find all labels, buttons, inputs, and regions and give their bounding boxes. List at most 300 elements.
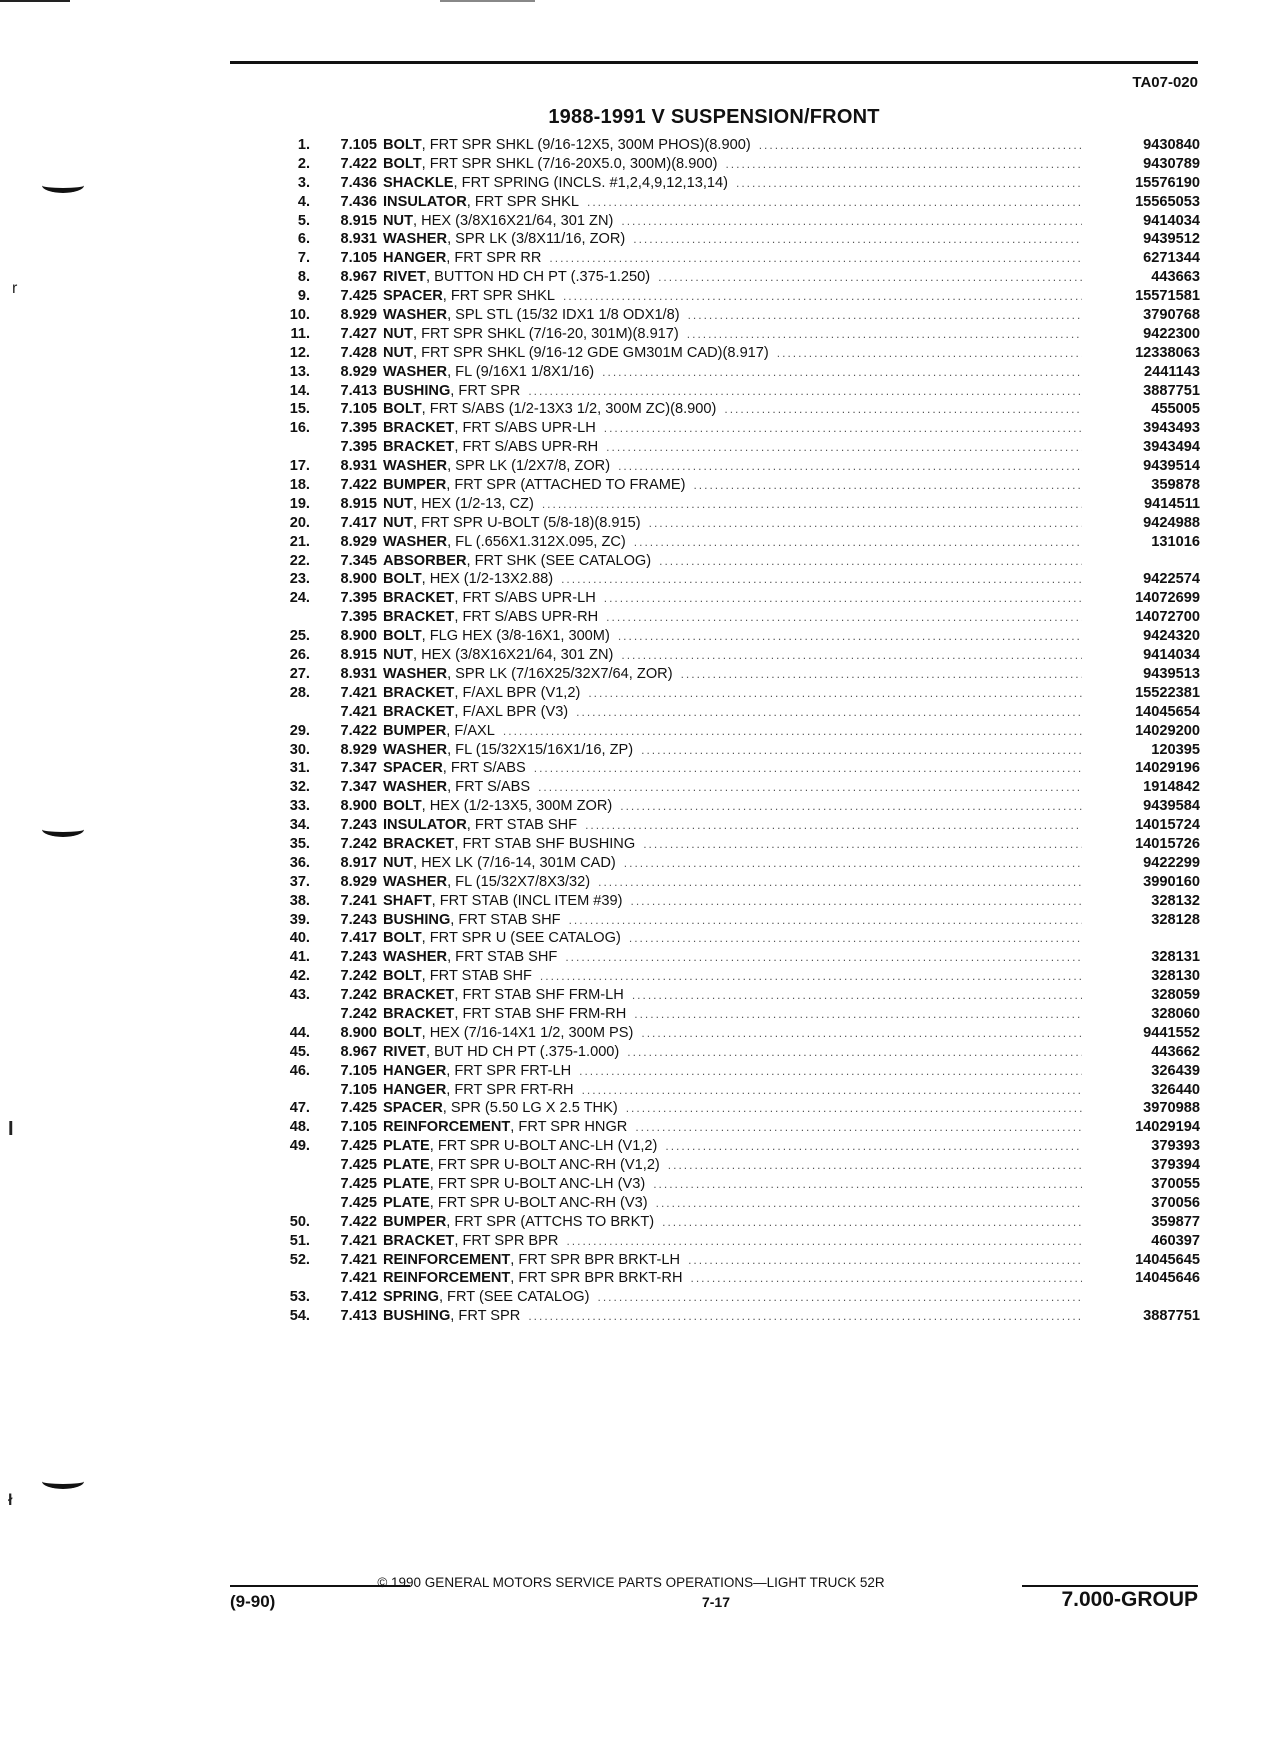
group-number: 7.421 <box>340 1232 377 1249</box>
part-row <box>270 1175 1200 1194</box>
dot-leader <box>656 1194 1082 1213</box>
group-number: 7.425 <box>340 1194 377 1211</box>
part-name: RIVET <box>383 269 426 286</box>
part-name: SPRING <box>383 1289 439 1306</box>
part-description <box>383 778 1090 797</box>
margin-speck: ł <box>8 1492 13 1509</box>
part-name: WASHER <box>383 779 448 796</box>
part-detail: , FRT SPR FRT-RH <box>446 1081 574 1098</box>
part-row <box>270 382 1200 401</box>
dot-leader <box>759 136 1082 155</box>
part-description <box>383 306 1090 325</box>
part-row <box>270 873 1200 892</box>
binder-hole-mark <box>42 822 84 837</box>
part-number: 328131 <box>1151 949 1200 966</box>
part-detail: , FRT SPR SHKL (7/16-20X5.0, 300M)(8.900) <box>421 155 718 172</box>
dot-leader <box>632 986 1082 1005</box>
part-name: NUT <box>383 212 413 229</box>
group-number: 7.242 <box>340 835 377 852</box>
part-row <box>270 155 1200 174</box>
group-number: 7.395 <box>340 590 377 607</box>
part-name: SPACER <box>383 288 443 305</box>
part-number: 3943493 <box>1143 420 1200 437</box>
part-name: NUT <box>383 344 413 361</box>
part-number: 9424320 <box>1143 628 1200 645</box>
part-number: 131016 <box>1151 533 1200 550</box>
part-name: REINFORCEMENT <box>383 1270 511 1287</box>
part-number: 14045645 <box>1135 1251 1200 1268</box>
part-number: 9441552 <box>1143 1024 1200 1041</box>
page-title: 1988-1991 V SUSPENSION/FRONT <box>548 106 880 128</box>
item-number: 21. <box>289 533 310 550</box>
part-name: WASHER <box>383 231 448 248</box>
item-number: 37. <box>289 873 310 890</box>
group-number: 8.900 <box>340 571 377 588</box>
group-number: 7.243 <box>340 911 377 928</box>
part-detail: , FRT SPR <box>450 1308 521 1325</box>
part-number: 455005 <box>1151 401 1200 418</box>
group-number: 8.929 <box>340 307 377 324</box>
part-row <box>270 1232 1200 1251</box>
part-name: NUT <box>383 514 413 531</box>
part-description <box>383 684 1090 703</box>
part-row <box>270 1194 1200 1213</box>
part-name: HANGER <box>383 1062 447 1079</box>
part-description <box>383 136 1090 155</box>
part-detail: , BUT HD CH PT (.375-1.000) <box>425 1043 620 1060</box>
group-number: 8.915 <box>340 212 377 229</box>
part-detail: , FRT STAB SHF <box>447 949 558 966</box>
part-number: 3990160 <box>1143 873 1200 890</box>
item-number: 41. <box>289 949 310 966</box>
part-number: 9414511 <box>1143 495 1200 512</box>
part-number: 9424988 <box>1143 514 1200 531</box>
dot-leader <box>626 1099 1082 1118</box>
part-name: SPACER <box>383 760 443 777</box>
part-description <box>383 1118 1090 1137</box>
dot-leader <box>653 1175 1082 1194</box>
part-detail: , SPR LK (7/16X25/32X7/64, ZOR) <box>447 665 673 682</box>
part-description <box>383 1269 1090 1288</box>
group-number: 7.413 <box>340 382 377 399</box>
part-name: REINFORCEMENT <box>383 1251 511 1268</box>
dot-leader <box>606 438 1082 457</box>
part-description <box>383 419 1090 438</box>
item-number: 6. <box>297 231 310 248</box>
part-name: BOLT <box>383 155 422 172</box>
part-number: 3790768 <box>1143 307 1200 324</box>
item-number: 38. <box>289 892 310 909</box>
group-number: 7.425 <box>340 288 377 305</box>
part-detail: , F/AXL BPR (V1,2) <box>454 684 581 701</box>
item-number: 48. <box>289 1119 310 1136</box>
dot-leader <box>598 873 1082 892</box>
group-number: 7.242 <box>340 987 377 1004</box>
part-detail: , FL (15/32X7/8X3/32) <box>447 873 591 890</box>
part-detail: , FL (15/32X15/16X1/16, ZP) <box>447 741 634 758</box>
item-number: 5. <box>297 212 310 229</box>
dot-leader <box>634 533 1082 552</box>
part-row <box>270 457 1200 476</box>
part-description <box>383 476 1090 495</box>
part-detail: , FRT (SEE CATALOG) <box>438 1289 590 1306</box>
part-row <box>270 533 1200 552</box>
part-name: HANGER <box>383 1081 447 1098</box>
part-description <box>383 1099 1090 1118</box>
part-name: BOLT <box>383 798 422 815</box>
group-number: 7.105 <box>340 401 377 418</box>
part-name: BRACKET <box>383 703 455 720</box>
part-row <box>270 986 1200 1005</box>
part-name: BRACKET <box>383 684 455 701</box>
part-detail: , FRT SPR U-BOLT ANC-RH (V1,2) <box>429 1157 660 1174</box>
dot-leader <box>662 1213 1082 1232</box>
part-name: WASHER <box>383 873 448 890</box>
part-description <box>383 986 1090 1005</box>
group-number: 7.105 <box>340 1062 377 1079</box>
part-detail: , FRT SPR SHKL <box>466 193 579 210</box>
part-description <box>383 174 1090 193</box>
item-number: 7. <box>297 250 310 267</box>
group-number: 7.243 <box>340 949 377 966</box>
part-detail: , FRT SPR U (SEE CATALOG) <box>421 930 621 947</box>
part-detail: , FRT SPR SHKL (7/16-20, 301M)(8.917) <box>413 325 679 342</box>
part-name: SPACER <box>383 1100 443 1117</box>
dot-leader <box>687 325 1082 344</box>
header-rule <box>230 61 1198 64</box>
part-number: 326440 <box>1151 1081 1200 1098</box>
part-name: BUMPER <box>383 722 447 739</box>
dot-leader <box>542 495 1082 514</box>
part-name: INSULATOR <box>383 817 467 834</box>
part-row <box>270 589 1200 608</box>
group-number: 7.105 <box>340 137 377 153</box>
margin-speck: r <box>12 280 18 297</box>
item-number: 4. <box>297 193 310 210</box>
part-description <box>383 1251 1090 1270</box>
part-description <box>383 457 1090 476</box>
dot-leader <box>620 797 1082 816</box>
part-row <box>270 268 1200 287</box>
part-name: BRACKET <box>383 987 455 1004</box>
dot-leader <box>585 816 1082 835</box>
dot-leader <box>503 722 1082 741</box>
item-number: 17. <box>289 458 310 475</box>
part-name: BOLT <box>383 628 422 645</box>
part-description <box>383 1288 1090 1307</box>
part-detail: , HEX (3/8X16X21/64, 301 ZN) <box>413 212 614 229</box>
group-code: 7.000-GROUP <box>1061 1588 1198 1611</box>
part-detail: , SPL STL (15/32 IDX1 1/8 ODX1/8) <box>447 307 680 324</box>
part-name: WASHER <box>383 533 448 550</box>
part-number: 120395 <box>1151 741 1200 758</box>
part-description <box>383 703 1090 722</box>
part-detail: , FRT S/ABS <box>442 760 526 777</box>
group-number: 7.422 <box>340 155 377 172</box>
part-detail: , FRT STAB SHF FRM-LH <box>454 987 624 1004</box>
part-description <box>383 1062 1090 1081</box>
binder-hole-mark <box>42 1474 84 1489</box>
item-number: 31. <box>289 760 310 777</box>
group-number: 7.417 <box>340 514 377 531</box>
item-number: 36. <box>289 854 310 871</box>
part-number: 443662 <box>1151 1043 1200 1060</box>
dot-leader <box>621 646 1082 665</box>
part-name: BRACKET <box>383 835 455 852</box>
part-description <box>383 873 1090 892</box>
part-row <box>270 1081 1200 1100</box>
group-number: 7.421 <box>340 684 377 701</box>
part-row <box>270 514 1200 533</box>
group-number: 7.105 <box>340 1119 377 1136</box>
part-detail: , HEX (1/2-13X2.88) <box>421 571 554 588</box>
part-row <box>270 325 1200 344</box>
part-detail: , FRT SPR BPR <box>454 1232 559 1249</box>
part-name: BRACKET <box>383 590 455 607</box>
group-number: 7.436 <box>340 193 377 210</box>
part-row <box>270 703 1200 722</box>
dot-leader <box>582 1081 1082 1100</box>
part-detail: , FRT SPRING (INCLS. #1,2,4,9,12,13,14) <box>453 174 728 191</box>
part-row <box>270 230 1200 249</box>
dot-leader <box>724 400 1082 419</box>
part-description <box>383 722 1090 741</box>
part-row <box>270 759 1200 778</box>
item-number: 18. <box>289 477 310 494</box>
part-description <box>383 155 1090 174</box>
part-number: 14029200 <box>1135 722 1200 739</box>
part-number: 443663 <box>1151 269 1200 286</box>
part-number: 328060 <box>1151 1005 1200 1022</box>
group-number: 7.422 <box>340 1213 377 1230</box>
dot-leader <box>528 382 1082 401</box>
part-name: INSULATOR <box>383 193 467 210</box>
group-number: 7.242 <box>340 968 377 985</box>
part-row <box>270 363 1200 382</box>
part-detail: , HEX (1/2-13X5, 300M ZOR) <box>421 798 613 815</box>
group-number: 7.242 <box>340 1005 377 1022</box>
part-detail: , FRT SPR BPR BRKT-RH <box>510 1270 683 1287</box>
item-number: 44. <box>289 1024 310 1041</box>
item-number: 50. <box>289 1213 310 1230</box>
part-row <box>270 1043 1200 1062</box>
group-number: 8.931 <box>340 458 377 475</box>
part-name: WASHER <box>383 363 448 380</box>
part-row <box>270 1288 1200 1307</box>
group-number: 8.900 <box>340 628 377 645</box>
dot-leader <box>659 552 1082 571</box>
dot-leader <box>629 929 1082 948</box>
group-number: 8.929 <box>340 363 377 380</box>
item-number: 24. <box>289 590 310 607</box>
part-detail: , HEX (3/8X16X21/64, 301 ZN) <box>413 647 614 664</box>
part-name: WASHER <box>383 665 448 682</box>
part-number: 14015726 <box>1135 835 1200 852</box>
part-row <box>270 608 1200 627</box>
item-number: 12. <box>289 344 310 361</box>
dot-leader <box>549 249 1082 268</box>
group-number: 7.428 <box>340 344 377 361</box>
dot-leader <box>633 230 1082 249</box>
part-row <box>270 1307 1200 1326</box>
part-detail: , FRT SPR RR <box>446 250 542 267</box>
part-description <box>383 382 1090 401</box>
part-row <box>270 552 1200 571</box>
dot-leader <box>598 1288 1082 1307</box>
group-number: 8.931 <box>340 665 377 682</box>
part-row <box>270 438 1200 457</box>
part-detail: , FRT SPR FRT-LH <box>446 1062 572 1079</box>
part-number: 379393 <box>1151 1138 1200 1155</box>
scan-edge-mark <box>0 0 70 2</box>
part-detail: , FRT STAB SHF <box>450 911 561 928</box>
part-detail: , FRT SPR (ATTACHED TO FRAME) <box>446 477 686 494</box>
group-number: 7.395 <box>340 439 377 456</box>
part-name: BUSHING <box>383 911 451 928</box>
dot-leader <box>658 268 1082 287</box>
part-detail: , FRT S/ABS UPR-LH <box>454 590 596 607</box>
margin-speck: I <box>8 1118 14 1140</box>
part-row <box>270 854 1200 873</box>
part-detail: , FRT SPR (ATTCHS TO BRKT) <box>446 1213 655 1230</box>
group-number: 8.915 <box>340 495 377 512</box>
part-description <box>383 929 1090 948</box>
part-row <box>270 1118 1200 1137</box>
part-row <box>270 646 1200 665</box>
item-number: 25. <box>289 628 310 645</box>
part-row <box>270 495 1200 514</box>
part-description <box>383 967 1090 986</box>
part-description <box>383 249 1090 268</box>
part-row <box>270 892 1200 911</box>
group-number: 8.967 <box>340 1043 377 1060</box>
dot-leader <box>565 948 1082 967</box>
dot-leader <box>627 1043 1082 1062</box>
part-number: 3970988 <box>1143 1100 1200 1117</box>
part-detail: , F/AXL <box>446 722 495 739</box>
part-number: 2441143 <box>1143 363 1200 380</box>
part-detail: , FRT S/ABS UPR-RH <box>454 439 599 456</box>
item-number: 15. <box>289 401 310 418</box>
part-detail: , FRT STAB SHF BUSHING <box>454 835 636 852</box>
part-description <box>383 1024 1090 1043</box>
item-number: 27. <box>289 665 310 682</box>
part-detail: , FRT STAB (INCL ITEM #39) <box>431 892 623 909</box>
part-description <box>383 608 1090 627</box>
part-row <box>270 967 1200 986</box>
part-description <box>383 552 1090 571</box>
page-number: 7-17 <box>701 1594 731 1610</box>
part-number: 370056 <box>1151 1194 1200 1211</box>
part-detail: , FRT SPR U-BOLT (5/8-18)(8.915) <box>413 514 641 531</box>
part-row <box>270 1269 1200 1288</box>
group-number: 7.345 <box>340 552 377 569</box>
group-number: 7.421 <box>340 1251 377 1268</box>
part-name: BOLT <box>383 401 422 418</box>
item-number: 13. <box>289 363 310 380</box>
part-row <box>270 778 1200 797</box>
part-description <box>383 1232 1090 1251</box>
part-description <box>383 892 1090 911</box>
part-description <box>383 438 1090 457</box>
part-row <box>270 911 1200 930</box>
part-row <box>270 1099 1200 1118</box>
part-number: 14072699 <box>1135 590 1200 607</box>
part-number: 12338063 <box>1135 344 1200 361</box>
part-name: WASHER <box>383 949 448 966</box>
part-name: ABSORBER <box>383 552 467 569</box>
group-number: 8.900 <box>340 1024 377 1041</box>
group-number: 7.105 <box>340 1081 377 1098</box>
item-number: 11. <box>290 325 310 342</box>
dot-leader <box>604 589 1082 608</box>
part-number: 1914842 <box>1143 779 1200 796</box>
group-number: 8.967 <box>340 269 377 286</box>
part-name: BUMPER <box>383 1213 447 1230</box>
item-number: 8. <box>297 269 310 286</box>
part-description <box>383 911 1090 930</box>
part-detail: , FRT S/ABS UPR-RH <box>454 609 599 626</box>
part-number: 14045646 <box>1135 1270 1200 1287</box>
part-number: 328132 <box>1151 892 1200 909</box>
part-name: PLATE <box>383 1138 430 1155</box>
part-number: 3943494 <box>1143 439 1200 456</box>
binder-hole-mark <box>42 178 84 193</box>
part-name: BOLT <box>383 1024 422 1041</box>
part-row <box>270 344 1200 363</box>
item-number: 43. <box>289 987 310 1004</box>
dot-leader <box>602 363 1082 382</box>
dot-leader <box>618 627 1082 646</box>
part-detail: , SPR LK (3/8X11/16, ZOR) <box>447 231 626 248</box>
dot-leader <box>534 759 1082 778</box>
part-number: 9439513 <box>1143 665 1200 682</box>
dot-leader <box>624 854 1082 873</box>
item-number: 40. <box>289 930 310 947</box>
dot-leader <box>665 1137 1082 1156</box>
part-detail: , F/AXL BPR (V3) <box>454 703 569 720</box>
part-name: BUMPER <box>383 477 447 494</box>
part-description <box>383 627 1090 646</box>
part-description <box>383 665 1090 684</box>
part-row <box>270 193 1200 212</box>
part-row <box>270 665 1200 684</box>
part-name: BOLT <box>383 930 422 947</box>
part-name: RIVET <box>383 1043 426 1060</box>
part-row <box>270 741 1200 760</box>
group-number: 8.900 <box>340 798 377 815</box>
part-description <box>383 495 1090 514</box>
part-description <box>383 741 1090 760</box>
part-number: 15576190 <box>1135 174 1200 191</box>
part-name: BUSHING <box>383 382 451 399</box>
item-number: 42. <box>289 968 310 985</box>
part-description <box>383 570 1090 589</box>
item-number: 54. <box>289 1308 310 1325</box>
part-number: 9414034 <box>1143 647 1200 664</box>
dot-leader <box>634 1005 1082 1024</box>
item-number: 3. <box>297 174 310 191</box>
part-name: NUT <box>383 854 413 871</box>
part-row <box>270 722 1200 741</box>
dot-leader <box>725 155 1082 174</box>
part-row <box>270 136 1200 155</box>
item-number: 39. <box>289 911 310 928</box>
part-name: BOLT <box>383 968 422 985</box>
part-name: BRACKET <box>383 609 455 626</box>
part-number: 3887751 <box>1143 382 1200 399</box>
dot-leader <box>618 457 1082 476</box>
